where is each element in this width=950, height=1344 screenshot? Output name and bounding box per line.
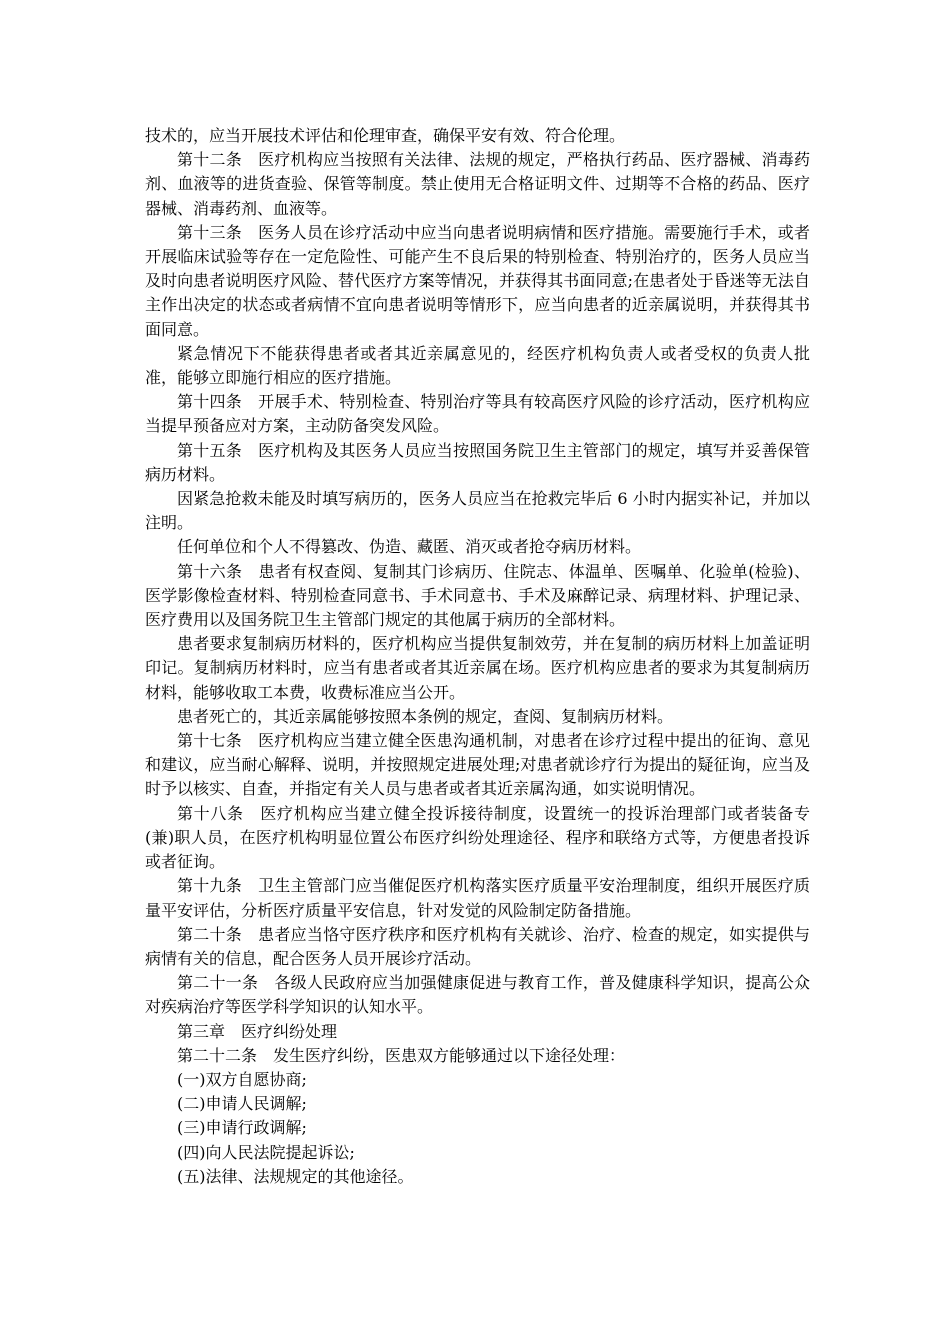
article-16-copy: 患者要求复制病历材料的，医疗机构应当提供复制效劳，并在复制的病历材料上加盖证明印记。复制病历材料时，应当有患者或者其近亲属在场。医疗机构应患者的要求为其复制病历材料，能够收取工本费，收费标准应当公开。 (145, 634, 810, 702)
list-item-2: (二)申请人民调解; (177, 1094, 307, 1114)
article-15: 第十五条 医疗机构及其医务人员应当按照国务院卫生主管部门的规定，填写并妥善保管病历材料。 (145, 440, 810, 484)
list-item-1: (一)双方自愿协商; (177, 1069, 307, 1089)
chapter-3-heading: 第三章 医疗纠纷处理 (177, 1021, 338, 1041)
article-16-deceased: 患者死亡的，其近亲属能够按照本条例的规定，查阅、复制病历材料。 (177, 706, 674, 726)
article-13: 第十三条 医务人员在诊疗活动中应当向患者说明病情和医疗措施。需要施行手术，或者开展临床试验等存在一定危险性、可能产生不良后果的特别检查、特别治疗的，医务人员应当及时向患者说明医疗风险、替代医疗方案等情况，并获得其书面同意;在患者处于昏迷等无法自主作出决定的状态或者病情不宜向患者说明等情形下，应当向患者的近亲属说明，并获得其书面同意。 (145, 222, 810, 339)
list-item-5: (五)法律、法规规定的其他途径。 (177, 1166, 414, 1186)
paragraph-continuation: 技术的，应当开展技术评估和伦理审查，确保平安有效、符合伦理。 (145, 126, 626, 145)
article-13-emergency: 紧急情况下不能获得患者或者其近亲属意见的，经医疗机构负责人或者受权的负责人批准，能够立即施行相应的医疗措施。 (145, 343, 810, 388)
list-item-4: (四)向人民法院提起诉讼; (177, 1142, 355, 1162)
article-15-emergency-record: 因紧急抢救未能及时填写病历的，医务人员应当在抢救完毕后 6 小时内据实补记，并加以注明。 (145, 489, 810, 533)
document-page (145, 124, 810, 1189)
article-22: 第二十二条 发生医疗纠纷，医患双方能够通过以下途径处理： (177, 1045, 626, 1065)
list-item-3: (三)申请行政调解; (177, 1118, 307, 1138)
article-16: 第十六条 患者有权查阅、复制其门诊病历、住院志、体温单、医嘱单、化验单(检验)、医学影像检查材料、特别检查同意书、手术同意书、手术及麻醉记录、病理材料、护理记录、医疗费用以及国务院卫生主管部门规定的其他属于病历的全部材料。 (145, 561, 810, 630)
article-14: 第十四条 开展手术、特别检查、特别治疗等具有较高医疗风险的诊疗活动，医疗机构应当提早预备应对方案，主动防备突发风险。 (145, 392, 810, 436)
article-12: 第十二条 医疗机构应当按照有关法律、法规的规定，严格执行药品、医疗器械、消毒药剂、血液等的进货查验、保管等制度。禁止使用无合格证明文件、过期等不合格的药品、医疗器械、消毒药剂、血液等。 (145, 150, 810, 218)
article-20: 第二十条 患者应当恪守医疗秩序和医疗机构有关就诊、治疗、检查的规定，如实提供与病情有关的信息，配合医务人员开展诊疗活动。 (145, 924, 810, 968)
article-17: 第十七条 医疗机构应当建立健全医患沟通机制，对患者在诊疗过程中提出的征询、意见和建议，应当耐心解释、说明，并按照规定进展处理;对患者就诊疗行为提出的疑征询，应当及时予以核实、自查，并指定有关人员与患者或者其近亲属沟通，如实说明情况。 (145, 731, 810, 799)
article-18: 第十八条 医疗机构应当建立健全投诉接待制度，设置统一的投诉治理部门或者装备专(兼)职人员，在医疗机构明显位置公布医疗纠纷处理途径、程序和联络方式等，方便患者投诉或者征询。 (145, 803, 810, 872)
article-15-prohibition: 任何单位和个人不得篡改、伪造、藏匿、消灭或者抢夺病历材料。 (177, 537, 642, 557)
article-19: 第十九条 卫生主管部门应当催促医疗机构落实医疗质量平安治理制度，组织开展医疗质量平安评估，分析医疗质量平安信息，针对发觉的风险制定防备措施。 (145, 876, 810, 920)
article-21: 第二十一条 各级人民政府应当加强健康促进与教育工作，普及健康科学知识，提高公众对疾病治疗等医学科学知识的认知水平。 (145, 973, 810, 1017)
